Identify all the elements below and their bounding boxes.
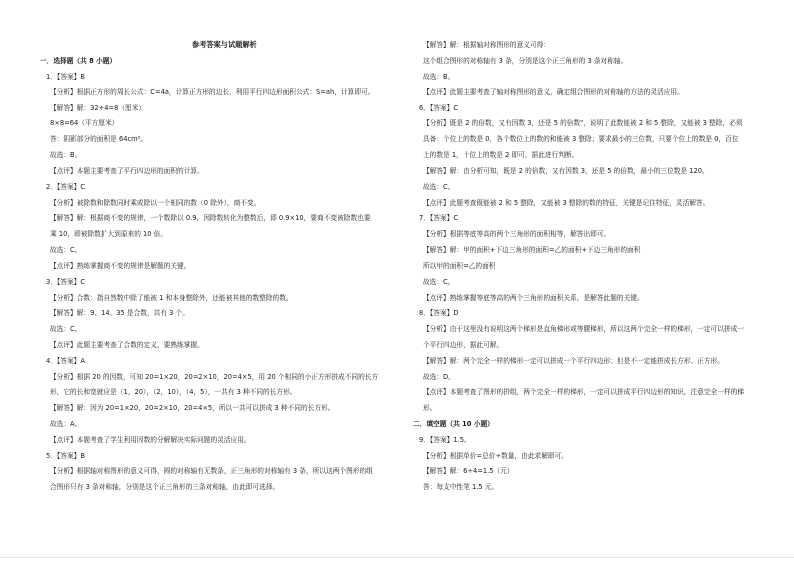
comment-line: 【点评】熟练掌握等底等高的两个三角形的面积关系，是解答此题的关键。 [423,294,644,302]
text-line: 形。 [423,404,437,412]
comment-line: 【点评】此题主要考查了合数的定义，要熟练掌握。 [50,341,204,349]
analysis-line: 【分析】被除数和除数同时乘或除以一个相同的数（0 除外），商不变。 [50,199,261,207]
solution-line: 【解答】解：9、14、35 是合数，共有 3 个。 [50,309,189,317]
analysis-line: 【分析】根据单价=总价÷数量，由此求解即可。 [423,452,568,460]
answer-line: 3．【答案】C [46,278,86,286]
comment-line: 【点评】此题考查既能被 2 和 5 整除，又能被 3 整除的数的特征，关键是记住特征，灵活解答。 [423,199,710,207]
text-line: 具备：个位上的数是 0，各个数位上的数的和能被 3 整除；要求最小的三位数，只要个位上的数是 0，百位 [423,135,739,143]
comment-line: 【点评】此题主要考查了轴对称图形的意义，确定组合图形的对称轴的方法的灵活应用。 [423,88,684,96]
analysis-line: 【分析】合数：指自然数中除了能被 1 和本身整除外，还能被其他的数整除的数。 [50,294,293,302]
solution-line: 【解答】解：甲的面积+下边三角形的面积=乙的面积+下边三角形的面积 [423,246,641,254]
solution-line: 【解答】解：由分析可知，既是 2 的倍数，又有因数 3，还是 5 的倍数，最小的三位数是 120。 [423,167,709,175]
comment-line: 【点评】本题考查了学生利用因数的分解解决实际问题的灵活应用。 [50,436,251,444]
text-line: 答：每支中性笔 1.5 元。 [423,483,499,491]
answer-line: 2．【答案】C [46,183,86,191]
answer-line: 4．【答案】A [46,357,85,365]
answer-line: 1．【答案】B [46,73,85,81]
text-line: 故选：A。 [50,420,82,428]
text-line: 个平行四边形，据此可解。 [423,341,504,349]
answer-line: 9．【答案】1.5。 [419,436,471,444]
text-line: 故选：B。 [423,73,455,81]
analysis-line: 【分析】既是 2 的倍数，又有因数 3，还是 5 的倍数"，说明了此数能被 2 和 5 整除，又能被 3 整除，必须 [423,119,743,127]
document-title: 参考答案与试题解析 [192,40,257,49]
answer-line: 8．【答案】D [419,309,459,317]
analysis-line: 【分析】由于这里没有说明这两个梯形是直角梯形或等腰梯形，所以这两个完全一样的梯形，一定可以拼成一 [423,325,744,333]
text-line: 故选：B。 [50,151,82,159]
section-heading: 二．填空题（共 10 小题） [413,420,494,428]
page-bottom-divider [0,557,794,558]
section-heading: 一．选择题（共 8 小题） [40,57,117,65]
answer-line: 6．【答案】C [419,104,459,112]
comment-line: 【点评】熟练掌握商不变的规律是解题的关键。 [50,262,191,270]
answer-line: 5．【答案】B [46,452,85,460]
analysis-line: 【分析】根据轴对称图形的意义可得，圆的对称轴有无数条，正三角形的对称轴有 3 条，所以这两个图形的组 [50,467,373,475]
text-line: 上的数是 1，十位上的数是 2 即可，据此进行判断。 [423,151,579,159]
comment-line: 【点评】本题考查了图形的拼组，两个完全一样的梯形，一定可以拼成平行四边形的知识，注意完全一样的梯 [423,388,744,396]
comment-line: 【点评】本题主要考查了平行四边形的面积的计算。 [50,167,204,175]
text-line: 这个组合图形的对称轴有 3 条，分别是这个正三角形的 3 条对称轴。 [423,57,628,65]
text-line: 答：阴影部分的面积是 64cm²。 [50,135,148,143]
text-line: 故选：C。 [50,246,82,254]
text-line: 故选：D。 [423,373,455,381]
solution-line: 【解答】解：因为 20=1×20，20=2×10，20=4×5，所以一共可以拼成 3 种不同的长方形。 [50,404,335,412]
analysis-line: 【分析】根据等底等高的两个三角形的面积相等，解答出即可。 [423,230,611,238]
text-line: 故选：C。 [50,325,82,333]
text-line: 合图形只有 3 条对称轴，分别是这个正三角形的三条对称轴，由此即可选择。 [50,483,280,491]
text-line: 故选：C。 [423,278,455,286]
solution-line: 【解答】解：6÷4=1.5（元） [423,467,514,475]
solution-line: 【解答】解：根据商不变的规律，一个数除以 0.9，因除数转化为整数后，即 0.9×10，要商不变被除数也要 [50,214,371,222]
solution-line: 【解答】解：根据轴对称图形的意义可得： [423,41,551,49]
analysis-line: 【分析】根据 20 的因数，可知 20=1×20，20=2×10，20=4×5，用 20 个相同的小正方形拼成不同的长方 [50,373,379,381]
solution-line: 【解答】解：32÷4=8（厘米） [50,104,146,112]
text-line: 故选：C。 [423,183,455,191]
text-line: 形，它的长和宽就应是（1，20），（2，10），（4，5），一共有 3 种不同的长方形。 [50,388,297,396]
text-line: 8×8=64（平方厘米） [50,119,119,127]
solution-line: 【解答】解：两个完全一样的梯形一定可以拼成一个平行四边形；但是不一定能拼成长方形、正方形。 [423,357,724,365]
text-line: 乘 10，即被除数扩大到原来的 10 倍。 [50,230,168,238]
answer-line: 7．【答案】C [419,214,459,222]
analysis-line: 【分析】根据正方形的周长公式：C=4a，计算正方形的边长，利用平行四边形面积公式：S=ah，计算即可。 [50,88,375,96]
text-line: 所以甲的面积=乙的面积 [423,262,496,270]
